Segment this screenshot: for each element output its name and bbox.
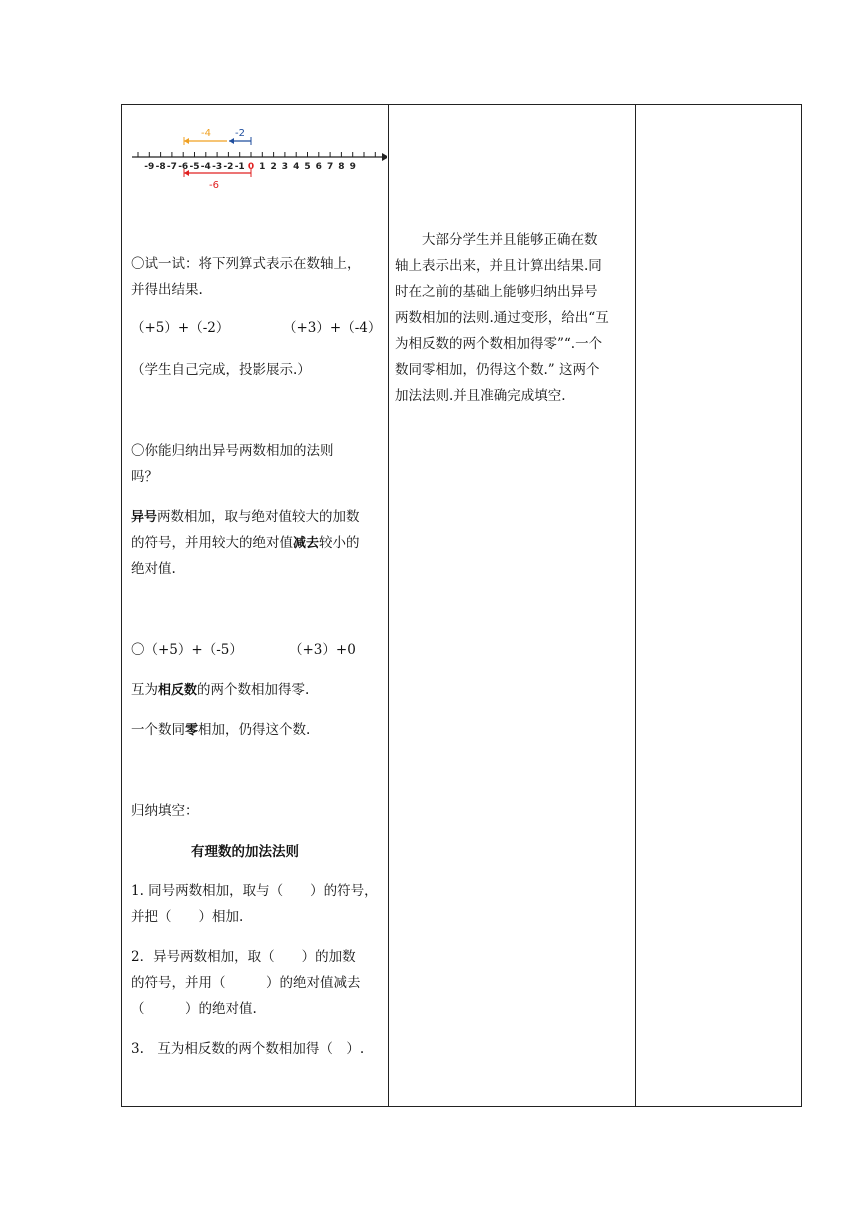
- tick-label: 9: [349, 162, 356, 172]
- tick-label: -8: [155, 162, 166, 172]
- rule-1-line-2: 并把（ ）相加.: [131, 909, 244, 925]
- rules-title: 有理数的加法法则: [191, 844, 299, 860]
- tick-label: 8: [338, 162, 345, 172]
- rule-line-2: [131, 530, 360, 557]
- arrow-minus2-head: [229, 138, 234, 144]
- rule-text-2b: 较小的: [319, 535, 360, 551]
- tick-label: 7: [326, 162, 334, 172]
- arrow-label-minus2: -2: [235, 128, 245, 139]
- arrow-minus4-head: [184, 138, 189, 144]
- analysis-line-5: 为相反数的两个数相加得零”“.一个: [395, 336, 603, 352]
- tick-label: -7: [166, 162, 177, 172]
- opposite-keyword: 相反数: [158, 683, 198, 698]
- number-line-figure: [127, 115, 387, 195]
- tick-label: -4: [200, 162, 211, 172]
- zero-keyword: 零: [185, 723, 199, 738]
- tick-label: 5: [304, 162, 311, 172]
- tick-labels: [144, 162, 356, 172]
- rule-2-line-2: 的符号，并用（ ）的绝对值减去: [131, 975, 361, 991]
- example-a: 〇（+5）+（-5）: [131, 642, 243, 658]
- rule-keyword-subtract: 减去: [293, 536, 320, 551]
- analysis-line-2: 轴上表示出来，并且计算出结果.同: [395, 258, 602, 274]
- rule-line-1: [131, 504, 360, 531]
- opposite-text-a: 互为: [131, 682, 158, 698]
- tick-label: -6: [178, 162, 189, 172]
- tick-label: -5: [189, 162, 200, 172]
- analysis-line-3: 时在之前的基础上能够归纳出异号: [395, 284, 598, 300]
- lesson-table: [121, 104, 802, 1107]
- opposite-rule: [131, 677, 309, 704]
- opposite-text-b: 的两个数相加得零.: [197, 682, 310, 698]
- rule-line-3: 绝对值.: [131, 561, 176, 577]
- summary-heading: 归纳填空：: [131, 803, 199, 819]
- tick-marks: [138, 152, 375, 157]
- rule-2-line-3: （ ）的绝对值.: [131, 1001, 257, 1017]
- tick-label: 2: [270, 162, 277, 172]
- tick-label: 6: [315, 162, 322, 172]
- example-b: （+3）+0: [289, 642, 356, 658]
- arrow-label-minus4: -4: [201, 128, 211, 139]
- arrow-label-minus6: -6: [209, 180, 219, 191]
- tick-label: 1: [259, 162, 266, 172]
- question-line-2: 吗？: [131, 469, 158, 485]
- self-complete-note: （学生自己完成，投影展示.）: [131, 362, 311, 378]
- rule-text-2a: 的符号，并用较大的绝对值: [131, 535, 293, 551]
- rule-text-1: 两数相加，取与绝对值较大的加数: [157, 509, 360, 525]
- tick-label: -1: [234, 162, 245, 172]
- rule-2-line-1: 2．异号两数相加，取（ ）的加数: [131, 949, 356, 965]
- tick-label: 3: [281, 162, 289, 172]
- analysis-line-1: 大部分学生并且能够正确在数: [395, 232, 598, 248]
- expression-a: （+5）+（-2）: [131, 320, 230, 336]
- zero-text-a: 一个数同: [131, 722, 185, 738]
- analysis-line-4: 两数相加的法则.通过变形，给出“互: [395, 310, 609, 326]
- analysis-line-6: 数同零相加，仍得这个数.” 这两个: [395, 362, 600, 378]
- rule-keyword-different-sign: 异号: [131, 510, 158, 525]
- rule-1-line-1: 1. 同号两数相加，取与（ ）的符号，: [131, 883, 378, 899]
- zero-rule: [131, 717, 310, 744]
- tick-label: 0: [247, 162, 255, 172]
- tick-label: 4: [293, 162, 300, 172]
- column-divider-2: [635, 105, 636, 1106]
- expression-b: （+3）+（-4）: [283, 320, 382, 336]
- rule-3: 3. 互为相反数的两个数相加得（ ）.: [131, 1041, 365, 1057]
- try-line-1: 〇试一试：将下列算式表示在数轴上，: [131, 256, 361, 272]
- question-line-1: 〇你能归纳出异号两数相加的法则: [131, 443, 334, 459]
- tick-label: -2: [223, 162, 234, 172]
- try-line-2: 并得出结果.: [131, 282, 203, 298]
- column-divider-1: [388, 105, 389, 1106]
- axis-arrowhead: [382, 153, 387, 161]
- tick-label: -3: [212, 162, 223, 172]
- zero-text-b: 相加，仍得这个数.: [198, 722, 311, 738]
- analysis-line-7: 加法法则.并且准确完成填空.: [395, 388, 566, 404]
- tick-label: -9: [144, 162, 155, 172]
